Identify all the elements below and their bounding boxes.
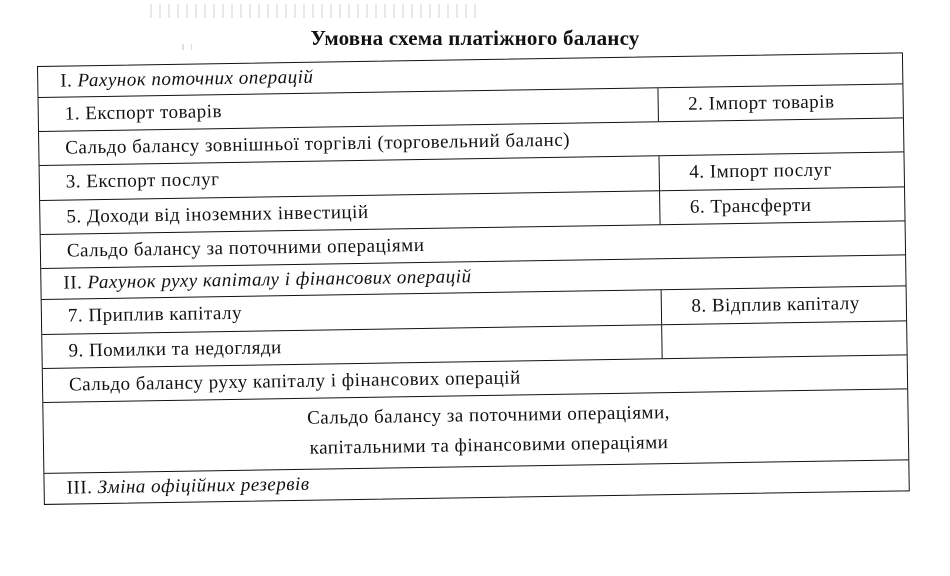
balance-scheme-table: [37, 52, 910, 505]
right-stack: [660, 286, 906, 358]
table-row: [43, 388, 908, 473]
import-services-cell: 4. Імпорт послуг: [689, 159, 833, 183]
left-stack: [40, 156, 660, 234]
export-services-cell: 3. Експорт послуг: [65, 169, 220, 193]
current-balance-cell: Сальдо балансу за поточними операціями: [66, 234, 425, 262]
overall-balance-cell: [43, 389, 908, 473]
errors-omissions-cell: 9. Помилки та недогляди: [42, 324, 661, 368]
section-label: Зміна офіційних резервів: [97, 473, 310, 499]
page-title: Умовна схема платіжного балансу: [310, 26, 640, 50]
overall-balance-line: капітальними та фінансовими операціями: [309, 432, 669, 459]
trade-balance-cell: Сальдо балансу зовнішньої торгівлі (торговельний баланс): [65, 129, 571, 159]
export-goods-cell: 1. Експорт товарів: [64, 100, 223, 125]
section-label: Рахунок поточних операцій: [77, 66, 314, 92]
section-numeral: I.: [60, 70, 73, 92]
table-row: [40, 151, 905, 234]
left-stack: [42, 290, 662, 368]
capital-outflow-cell: 8. Відплив капіталу: [691, 293, 860, 317]
overall-balance-line: Сальдо балансу за поточними операціями,: [307, 402, 671, 429]
section-label: Рахунок руху капіталу і фінансових операцій: [87, 266, 472, 294]
right-stack: [658, 152, 904, 224]
section-numeral: II.: [63, 272, 83, 294]
capital-balance-cell: Сальдо балансу руху капіталу і фінансових операцій: [68, 366, 521, 396]
scan-artifact: [150, 4, 480, 18]
table-row: [42, 285, 907, 368]
transfers-cell: 6. Трансферти: [660, 186, 905, 224]
section-numeral: III.: [66, 477, 93, 499]
import-goods-cell: 2. Імпорт товарів: [657, 84, 903, 121]
capital-inflow-cell: 7. Приплив капіталу: [67, 302, 243, 327]
empty-cell: [662, 320, 907, 358]
foreign-investment-income-cell: 5. Доходи від іноземних інвестицій: [40, 190, 659, 234]
